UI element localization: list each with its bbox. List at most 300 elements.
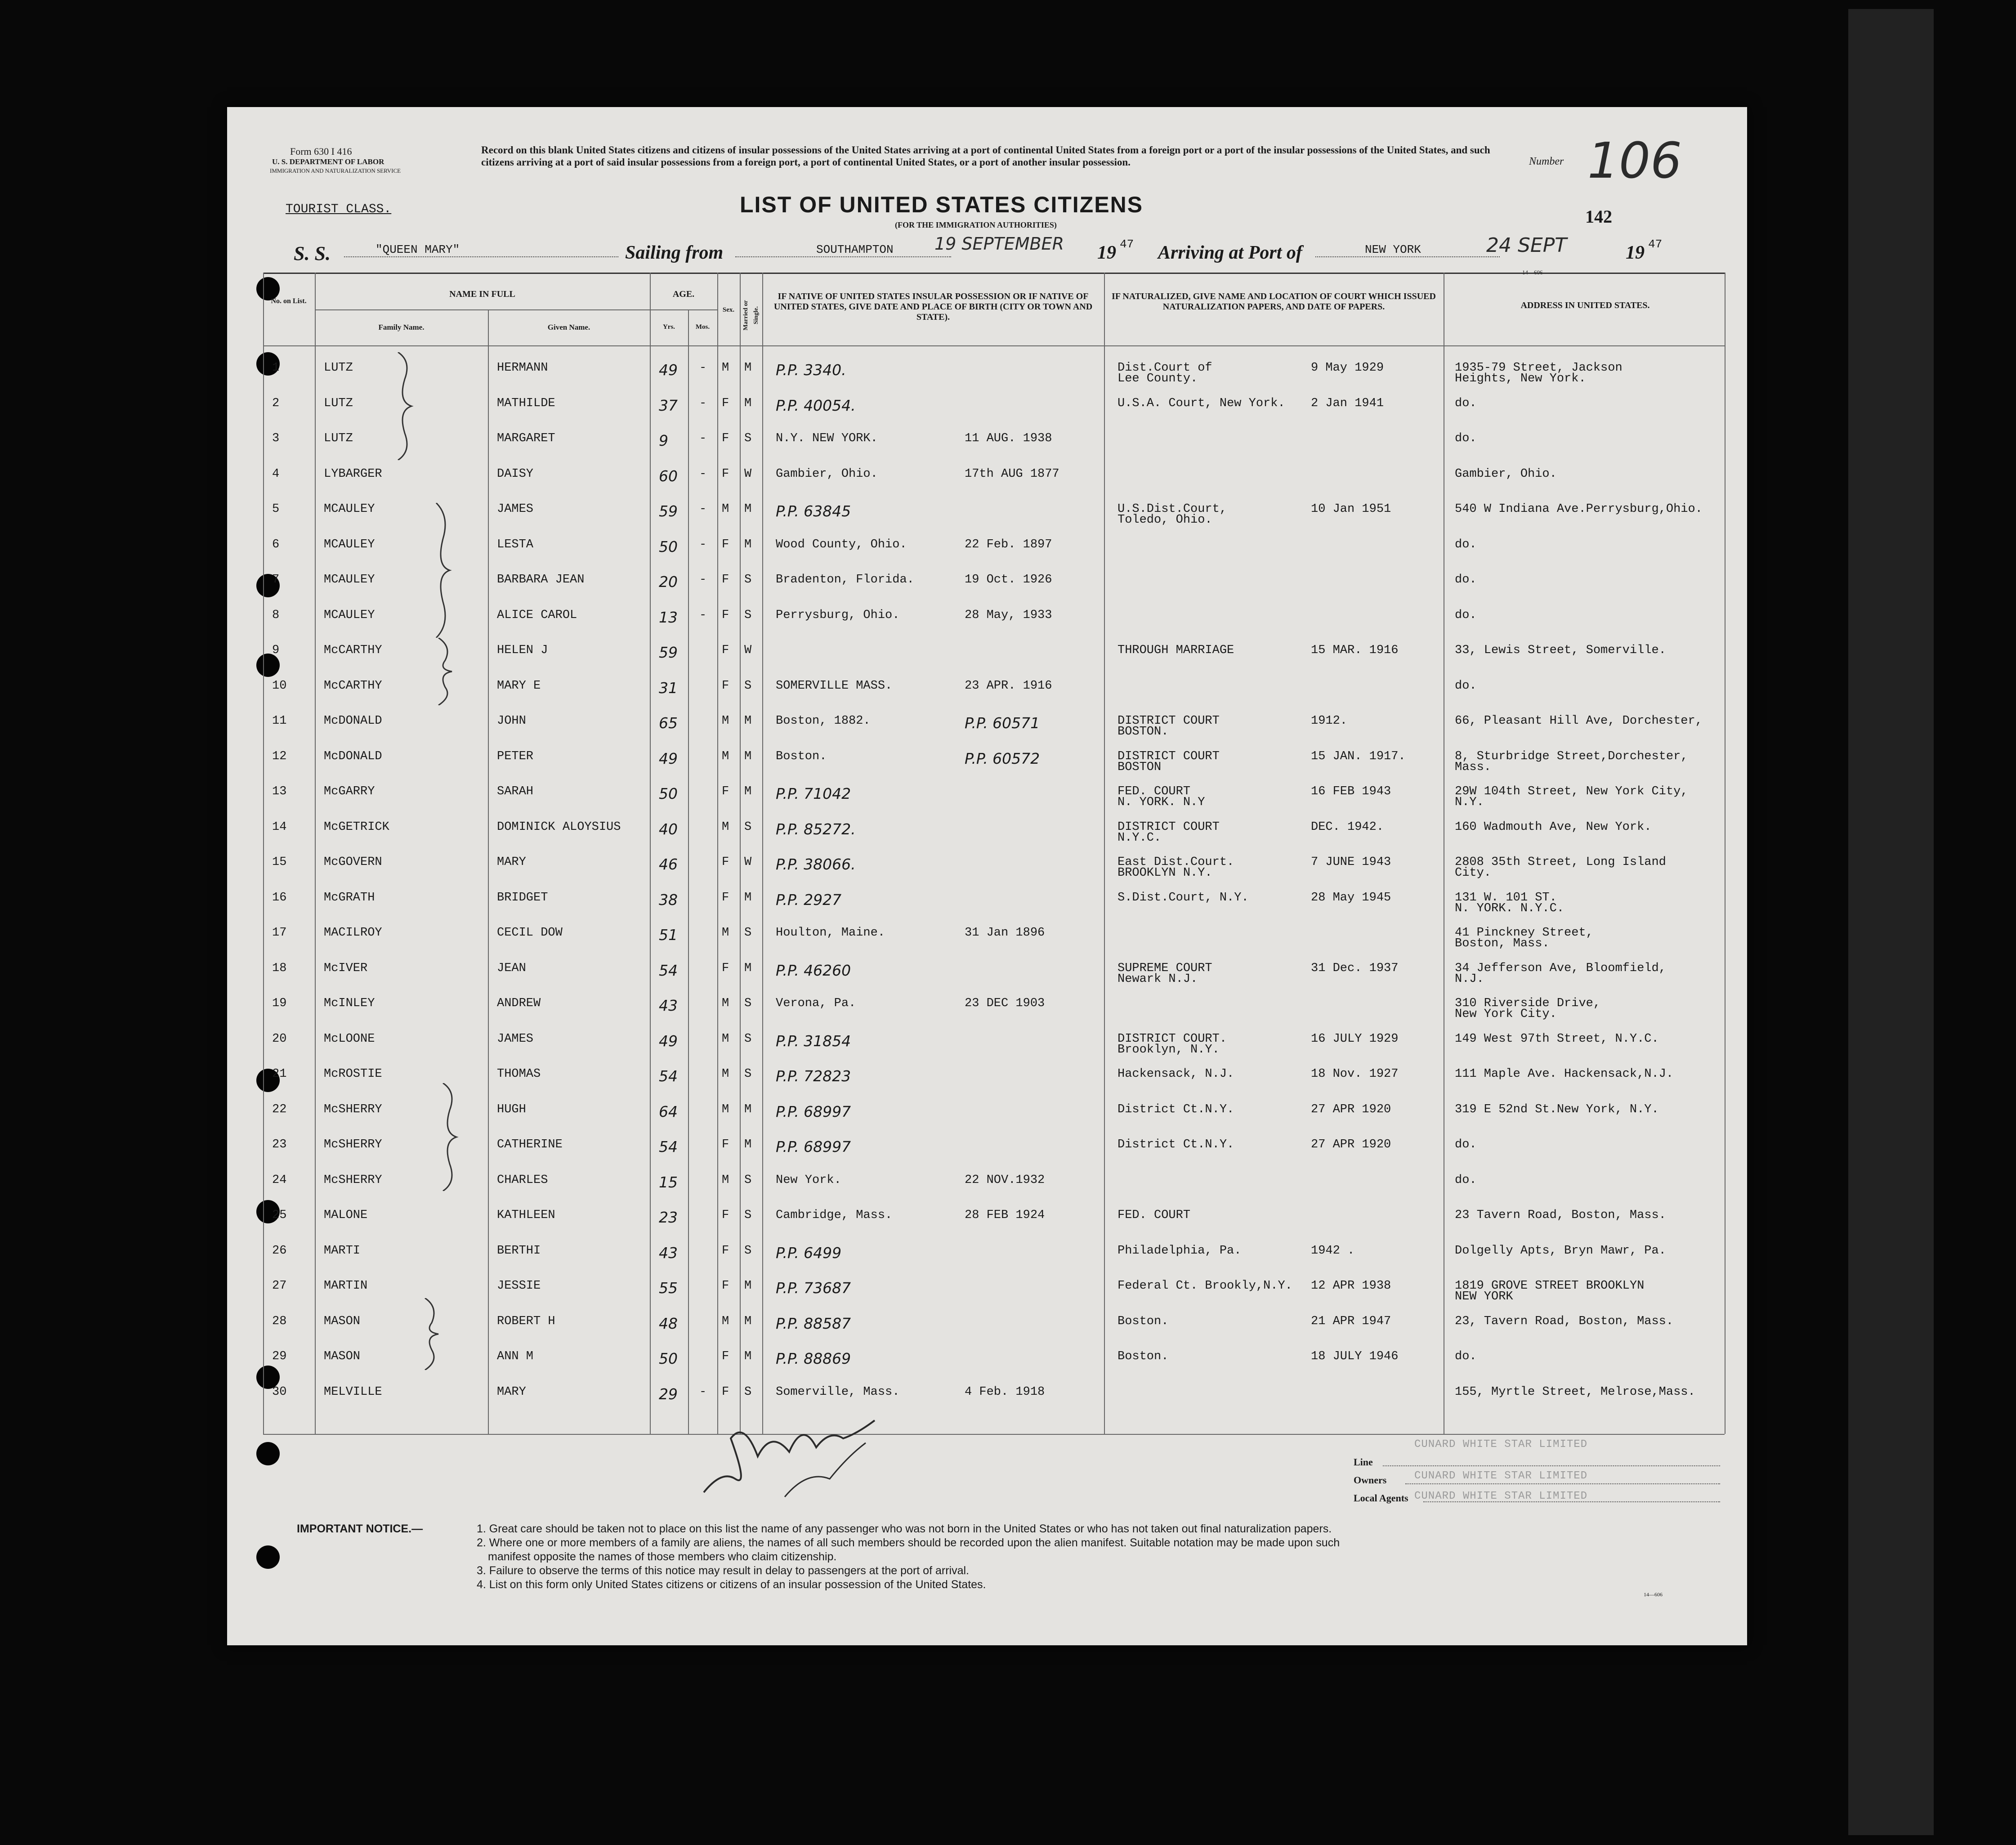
sex: F (722, 1385, 729, 1399)
us-address: do. (1455, 608, 1477, 622)
birth-info: SOMERVILLE MASS. (776, 679, 893, 693)
family-bracket-mcauley (432, 503, 459, 638)
birth-date: 23 APR. 1916 (965, 679, 1052, 693)
naturalization-court: Philadelphia, Pa. (1118, 1244, 1242, 1258)
birth-info: P.P. 88587 (776, 1314, 851, 1332)
col-header-name-in-full: NAME IN FULL (449, 289, 515, 299)
row-number: 2 (272, 396, 280, 410)
birth-date: 28 May, 1933 (965, 608, 1052, 622)
given-name: PETER (497, 749, 534, 763)
age-months: - (699, 361, 707, 375)
table-row (263, 988, 1725, 1022)
birth-info: Houlton, Maine. (776, 926, 885, 940)
row-number: 27 (272, 1279, 287, 1293)
owners-field (1405, 1483, 1720, 1484)
naturalization-court: U.S.Dist.Court, (1118, 502, 1227, 516)
sex: F (722, 679, 729, 693)
sex: F (722, 785, 729, 798)
birth-info: P.P. 73687 (776, 1279, 851, 1297)
marital-status: M (744, 1102, 752, 1116)
naturalization-date: 15 MAR. 1916 (1311, 644, 1399, 657)
birth-info: P.P. 40054. (776, 396, 856, 414)
us-address: 66, Pleasant Hill Ave, Dorchester, (1455, 714, 1703, 728)
birth-info: Boston. (776, 749, 827, 763)
given-name: HUGH (497, 1102, 526, 1116)
row-number: 11 (272, 714, 287, 728)
line-field (1383, 1465, 1720, 1466)
naturalization-date: 27 APR 1920 (1311, 1138, 1391, 1151)
sex: M (722, 820, 729, 834)
given-name: MARY (497, 1385, 526, 1399)
given-name: BARBARA JEAN (497, 573, 585, 587)
family-name: MASON (324, 1350, 361, 1363)
row-number: 29 (272, 1350, 287, 1363)
family-name: MELVILLE (324, 1385, 382, 1399)
sex: F (722, 432, 729, 445)
given-name: CATHERINE (497, 1138, 563, 1151)
sex: F (722, 537, 729, 551)
us-address: do. (1455, 1138, 1477, 1151)
us-address: Gambier, Ohio. (1455, 467, 1557, 481)
us-address-line-2: New York City. (1455, 1008, 1557, 1021)
age-years: 49 (659, 1032, 678, 1050)
marital-status: S (744, 1067, 752, 1081)
birth-info: Verona, Pa. (776, 997, 856, 1010)
birth-date: 11 AUG. 1938 (965, 432, 1052, 445)
age-months: - (699, 537, 707, 551)
marital-status: M (744, 714, 752, 728)
naturalization-court: Boston. (1118, 1350, 1169, 1363)
naturalization-court: DISTRICT COURT (1118, 820, 1220, 834)
age-years: 31 (659, 679, 678, 697)
us-address: 41 Pinckney Street, (1455, 926, 1593, 940)
given-name: CECIL DOW (497, 926, 563, 940)
us-address: 23 Tavern Road, Boston, Mass. (1455, 1209, 1666, 1222)
us-address: 155, Myrtle Street, Melrose,Mass. (1455, 1385, 1695, 1399)
naturalization-date: 12 APR 1938 (1311, 1279, 1391, 1293)
birth-info: P.P. 38066. (776, 855, 856, 873)
table-header-rule (263, 345, 1725, 346)
age-years: 38 (659, 891, 678, 909)
table-row (263, 1129, 1725, 1163)
us-address: Dolgelly Apts, Bryn Mawr, Pa. (1455, 1244, 1666, 1258)
number-label: Number (1529, 156, 1564, 167)
col-header-family-name: Family Name. (378, 323, 425, 331)
ss-label: S. S. (294, 242, 331, 264)
birth-date: 22 Feb. 1897 (965, 537, 1052, 551)
sex: F (722, 1244, 729, 1258)
given-name: ANN M (497, 1350, 534, 1363)
sex: M (722, 1032, 729, 1046)
arrival-date: 24 SEPT (1486, 234, 1567, 257)
manifest-page (227, 107, 1747, 1645)
col-header-given-name: Given Name. (547, 323, 590, 331)
naturalization-date: 10 Jan 1951 (1311, 502, 1391, 516)
birth-info: Boston, 1882. (776, 714, 871, 728)
age-years: 59 (659, 644, 678, 661)
naturalization-court: District Ct.N.Y. (1118, 1138, 1234, 1151)
us-address: do. (1455, 537, 1477, 551)
row-number: 15 (272, 855, 287, 869)
form-number: Form 630 I 416 (290, 146, 352, 157)
col-header-no: No. on List. (271, 297, 307, 305)
col-header-married: Married or Single. (742, 300, 760, 331)
marital-status: S (744, 1209, 752, 1222)
birth-info: Cambridge, Mass. (776, 1209, 893, 1222)
birth-info: P.P. 2927 (776, 891, 842, 909)
birth-date: P.P. 60572 (965, 749, 1040, 767)
col-header-naturalized: IF NATURALIZED, GIVE NAME AND LOCATION OF COURT WHICH ISSUED NATURALIZATION PAPERS, AND DATE OF PAPERS. (1112, 291, 1436, 312)
given-name: KATHLEEN (497, 1209, 555, 1222)
class-label: TOURIST CLASS. (286, 202, 392, 216)
birth-info: P.P. 3340. (776, 361, 846, 379)
table-row (263, 1200, 1725, 1234)
family-name: LUTZ (324, 396, 353, 410)
family-name: McGRATH (324, 891, 375, 905)
us-address: 160 Wadmouth Ave, New York. (1455, 820, 1652, 834)
marital-status: W (744, 855, 752, 869)
row-number: 6 (272, 537, 280, 551)
name-subheader-rule (315, 309, 650, 310)
naturalization-court: THROUGH MARRIAGE (1118, 644, 1234, 657)
birth-info: N.Y. NEW YORK. (776, 432, 878, 445)
marital-status: S (744, 997, 752, 1010)
us-address-line-2: Mass. (1455, 760, 1492, 774)
us-address: 29W 104th Street, New York City, (1455, 785, 1688, 798)
marital-status: S (744, 926, 752, 940)
table-row (263, 458, 1725, 493)
agents-stamp: CUNARD WHITE STAR LIMITED (1414, 1490, 1588, 1502)
row-number: 20 (272, 1032, 287, 1046)
given-name: JESSIE (497, 1279, 541, 1293)
marital-status: S (744, 608, 752, 622)
sex: F (722, 1279, 729, 1293)
arrival-port: NEW YORK (1315, 243, 1500, 257)
age-years: 54 (659, 1138, 678, 1155)
row-number: 5 (272, 502, 280, 516)
sex: F (722, 891, 729, 905)
age-years: 65 (659, 714, 678, 732)
given-name: MATHILDE (497, 396, 555, 410)
birth-date: 4 Feb. 1918 (965, 1385, 1045, 1399)
family-name: MCAULEY (324, 537, 375, 551)
birth-info: Gambier, Ohio. (776, 467, 878, 481)
age-years: 15 (659, 1173, 678, 1191)
sex: M (722, 1314, 729, 1328)
table-row (263, 529, 1725, 563)
us-address: do. (1455, 1350, 1477, 1363)
notice-item-1: 1. Great care should be taken not to place on this list the name of any passenger who was not born in the United States or who has not taken out final naturalization papers. (477, 1523, 1332, 1535)
table-row (263, 917, 1725, 951)
family-bracket-mccarthy (434, 638, 461, 705)
given-name: THOMAS (497, 1067, 541, 1081)
age-years: 48 (659, 1314, 678, 1332)
us-address: do. (1455, 679, 1477, 693)
family-name: McGETRICK (324, 820, 389, 834)
row-number: 4 (272, 467, 280, 481)
sex: F (722, 961, 729, 975)
table-row (263, 1094, 1725, 1128)
age-months: - (699, 502, 707, 516)
family-name: McDONALD (324, 714, 382, 728)
naturalization-court: DISTRICT COURT. (1118, 1032, 1227, 1046)
given-name: SARAH (497, 785, 534, 798)
birth-info: New York. (776, 1173, 841, 1187)
arrival-year: 47 (1648, 237, 1663, 251)
row-number: 16 (272, 891, 287, 905)
table-row (263, 1341, 1725, 1375)
marital-status: S (744, 573, 752, 587)
naturalization-date: 21 APR 1947 (1311, 1314, 1391, 1328)
family-name: McGOVERN (324, 855, 382, 869)
us-address: 111 Maple Ave. Hackensack,N.J. (1455, 1067, 1674, 1081)
given-name: JOHN (497, 714, 526, 728)
birth-date: 22 NOV.1932 (965, 1173, 1045, 1187)
sex: F (722, 608, 729, 622)
family-name: MASON (324, 1314, 361, 1328)
department-name: U. S. DEPARTMENT OF LABOR (272, 157, 384, 166)
row-number: 3 (272, 432, 280, 445)
us-address-line-2: N. YORK. N.Y.C. (1455, 901, 1565, 915)
naturalization-date: 16 FEB 1943 (1311, 785, 1391, 798)
family-name: LUTZ (324, 432, 353, 445)
family-name: MACILROY (324, 926, 382, 940)
sex: M (722, 361, 729, 375)
age-years: 23 (659, 1209, 678, 1226)
table-row (263, 846, 1725, 881)
sex: M (722, 502, 729, 516)
us-address: 23, Tavern Road, Boston, Mass. (1455, 1314, 1674, 1328)
notice-item-4: 4. List on this form only United States citizens or citizens of an insular possession of the United States. (477, 1578, 986, 1591)
family-name: McSHERRY (324, 1138, 382, 1151)
us-address: 310 Riverside Drive, (1455, 997, 1601, 1010)
naturalization-location: N. YORK. N.Y (1118, 796, 1205, 809)
naturalization-court: Boston. (1118, 1314, 1169, 1328)
naturalization-court: East Dist.Court. (1118, 855, 1234, 869)
age-months: - (699, 1385, 707, 1399)
naturalization-date: 31 Dec. 1937 (1311, 961, 1399, 975)
marital-status: M (744, 361, 752, 375)
sex: M (722, 1067, 729, 1081)
given-name: MARGARET (497, 432, 555, 445)
sex: M (722, 1102, 729, 1116)
naturalization-location: N.Y.C. (1118, 831, 1162, 845)
family-name: MCAULEY (324, 573, 375, 587)
naturalization-location: Toledo, Ohio. (1118, 513, 1212, 527)
notice-item-2: 2. Where one or more members of a family are aliens, the names of all such members should be recorded upon the alien manifest. Suitable notation may be made upon such (477, 1536, 1340, 1549)
birth-info: P.P. 71042 (776, 785, 851, 802)
birth-info: P.P. 72823 (776, 1067, 851, 1085)
us-address: 131 W. 101 ST. (1455, 891, 1557, 905)
age-years: 50 (659, 785, 678, 802)
given-name: BERTHI (497, 1244, 541, 1258)
punch-hole (256, 1442, 280, 1465)
marital-status: S (744, 1385, 752, 1399)
marital-status: M (744, 961, 752, 975)
col-header-birth: IF NATIVE OF UNITED STATES INSULAR POSSESSION OR IF NATIVE OF UNITED STATES, GIVE DATE AND PLACE OF BIRTH (CITY OR TOWN AND STATE). (773, 291, 1093, 322)
row-number: 18 (272, 961, 287, 975)
us-address-line-2: City. (1455, 866, 1492, 880)
birth-date: 17th AUG 1877 (965, 467, 1059, 481)
table-row (263, 564, 1725, 598)
given-name: CHARLES (497, 1173, 548, 1187)
marital-status: W (744, 467, 752, 481)
family-name: MCAULEY (324, 608, 375, 622)
row-number: 25 (272, 1209, 287, 1222)
birth-info: P.P. 63845 (776, 502, 851, 520)
given-name: JAMES (497, 502, 534, 516)
naturalization-location: BROOKLYN N.Y. (1118, 866, 1212, 880)
naturalization-date: 1912. (1311, 714, 1348, 728)
given-name: DOMINICK ALOYSIUS (497, 820, 621, 834)
naturalization-location: BOSTON (1118, 760, 1162, 774)
row-number: 10 (272, 679, 287, 693)
marital-status: S (744, 679, 752, 693)
given-name: JEAN (497, 961, 526, 975)
table-row (263, 1235, 1725, 1269)
naturalization-court: S.Dist.Court, N.Y. (1118, 891, 1249, 905)
row-number: 19 (272, 997, 287, 1010)
table-row (263, 953, 1725, 987)
naturalization-court: District Ct.N.Y. (1118, 1102, 1234, 1116)
birth-info: P.P. 46260 (776, 961, 851, 979)
given-name: ALICE CAROL (497, 608, 577, 622)
family-name: McCARTHY (324, 644, 382, 657)
document-title: LIST OF UNITED STATES CITIZENS (740, 192, 1144, 217)
given-name: ANDREW (497, 997, 541, 1010)
naturalization-court: Dist.Court of (1118, 361, 1212, 375)
us-address: 33, Lewis Street, Somerville. (1455, 644, 1666, 657)
row-number: 8 (272, 608, 280, 622)
given-name: LESTA (497, 537, 534, 551)
inspector-signature (695, 1402, 884, 1506)
page-stamp-number: 142 (1585, 206, 1612, 227)
given-name: MARY (497, 855, 526, 869)
marital-status: S (744, 820, 752, 834)
sailing-from-label: Sailing from (625, 242, 724, 263)
sex: F (722, 1350, 729, 1363)
row-number: 17 (272, 926, 287, 940)
table-row (263, 882, 1725, 916)
row-number: 9 (272, 644, 280, 657)
given-name: ROBERT H (497, 1314, 555, 1328)
given-name: HELEN J (497, 644, 548, 657)
age-years: 43 (659, 997, 678, 1014)
family-name: McSHERRY (324, 1173, 382, 1187)
record-instructions: Record on this blank United States citizens and citizens of insular possessions of the United States arriving at a port of continental United States from a foreign port or a port of the insular possessions of the United States, and such citizens arriving at a port of said insular possessions from a foreign port, a port of continental United States, or a port of another insular possession. (481, 144, 1490, 168)
family-name: McROSTIE (324, 1067, 382, 1081)
naturalization-date: 15 JAN. 1917. (1311, 749, 1406, 763)
age-years: 64 (659, 1102, 678, 1120)
table-row (263, 1270, 1725, 1304)
sailing-year-prefix: 19 (1097, 242, 1116, 263)
table-row (263, 635, 1725, 669)
marital-status: S (744, 432, 752, 445)
birth-date: 28 FEB 1924 (965, 1209, 1045, 1222)
age-years: 40 (659, 820, 678, 838)
shipping-line-stamp: CUNARD WHITE STAR LIMITED (1414, 1438, 1588, 1451)
family-name: McLOONE (324, 1032, 375, 1046)
sex: F (722, 1138, 729, 1151)
naturalization-date: 27 APR 1920 (1311, 1102, 1391, 1116)
us-address: 149 West 97th Street, N.Y.C. (1455, 1032, 1659, 1046)
col-header-mos: Mos. (695, 323, 710, 331)
marital-status: M (744, 502, 752, 516)
service-name: IMMIGRATION AND NATURALIZATION SERVICE (270, 167, 401, 174)
ship-name: "QUEEN MARY" (344, 243, 618, 257)
us-address: do. (1455, 396, 1477, 410)
naturalization-location: Brooklyn, N.Y. (1118, 1043, 1220, 1057)
age-years: 60 (659, 467, 678, 485)
table-row (263, 1306, 1725, 1340)
us-address: 34 Jefferson Ave, Bloomfield, (1455, 961, 1666, 975)
naturalization-date: DEC. 1942. (1311, 820, 1384, 834)
age-years: 59 (659, 502, 678, 520)
sex: M (722, 1173, 729, 1187)
given-name: MARY E (497, 679, 541, 693)
birth-date: 23 DEC 1903 (965, 997, 1045, 1010)
age-years: 29 (659, 1385, 678, 1403)
marital-status: W (744, 644, 752, 657)
birth-info: Perrysburg, Ohio. (776, 608, 900, 622)
marital-status: M (744, 1138, 752, 1151)
sex: F (722, 644, 729, 657)
row-number: 23 (272, 1138, 287, 1151)
us-address-line-2: N.J. (1455, 972, 1484, 986)
marital-status: S (744, 1032, 752, 1046)
table-row (263, 811, 1725, 846)
given-name: BRIDGET (497, 891, 548, 905)
owners-stamp: CUNARD WHITE STAR LIMITED (1414, 1470, 1588, 1482)
naturalization-date: 9 May 1929 (1311, 361, 1384, 375)
family-name: McCARTHY (324, 679, 382, 693)
notice-item-2-continued: manifest opposite the names of those members who claim citizenship. (488, 1550, 837, 1563)
naturalization-date: 7 JUNE 1943 (1311, 855, 1391, 869)
naturalization-location: Newark N.J. (1118, 972, 1198, 986)
naturalization-date: 16 JULY 1929 (1311, 1032, 1399, 1046)
family-name: MCAULEY (324, 502, 375, 516)
family-name: McSHERRY (324, 1102, 382, 1116)
birth-info: P.P. 85272. (776, 820, 856, 838)
naturalization-date: 2 Jan 1941 (1311, 396, 1384, 410)
age-years: 50 (659, 1350, 678, 1367)
naturalization-date: 18 JULY 1946 (1311, 1350, 1399, 1363)
family-bracket-mcsherry (438, 1083, 465, 1191)
us-address: do. (1455, 1173, 1477, 1187)
row-number: 22 (272, 1102, 287, 1116)
table-row (263, 1376, 1725, 1411)
table-top-rule (263, 273, 1725, 274)
naturalization-court: FED. COURT (1118, 1209, 1191, 1222)
age-years: 43 (659, 1244, 678, 1262)
marital-status: M (744, 1314, 752, 1328)
birth-info: P.P. 88869 (776, 1350, 851, 1367)
col-header-yrs: Yrs. (662, 323, 675, 331)
marital-status: M (744, 1279, 752, 1293)
col-header-address: ADDRESS IN UNITED STATES. (1520, 300, 1650, 310)
list-number: 106 (1587, 132, 1682, 189)
marital-status: M (744, 1350, 752, 1363)
age-years: 51 (659, 926, 678, 944)
given-name: DAISY (497, 467, 534, 481)
age-years: 13 (659, 608, 678, 626)
table-bottom-rule (263, 1434, 1725, 1435)
given-name: JAMES (497, 1032, 534, 1046)
us-address-line-2: Boston, Mass. (1455, 937, 1550, 950)
row-number: 7 (272, 573, 280, 587)
family-name: MALONE (324, 1209, 368, 1222)
sex: M (722, 997, 729, 1010)
